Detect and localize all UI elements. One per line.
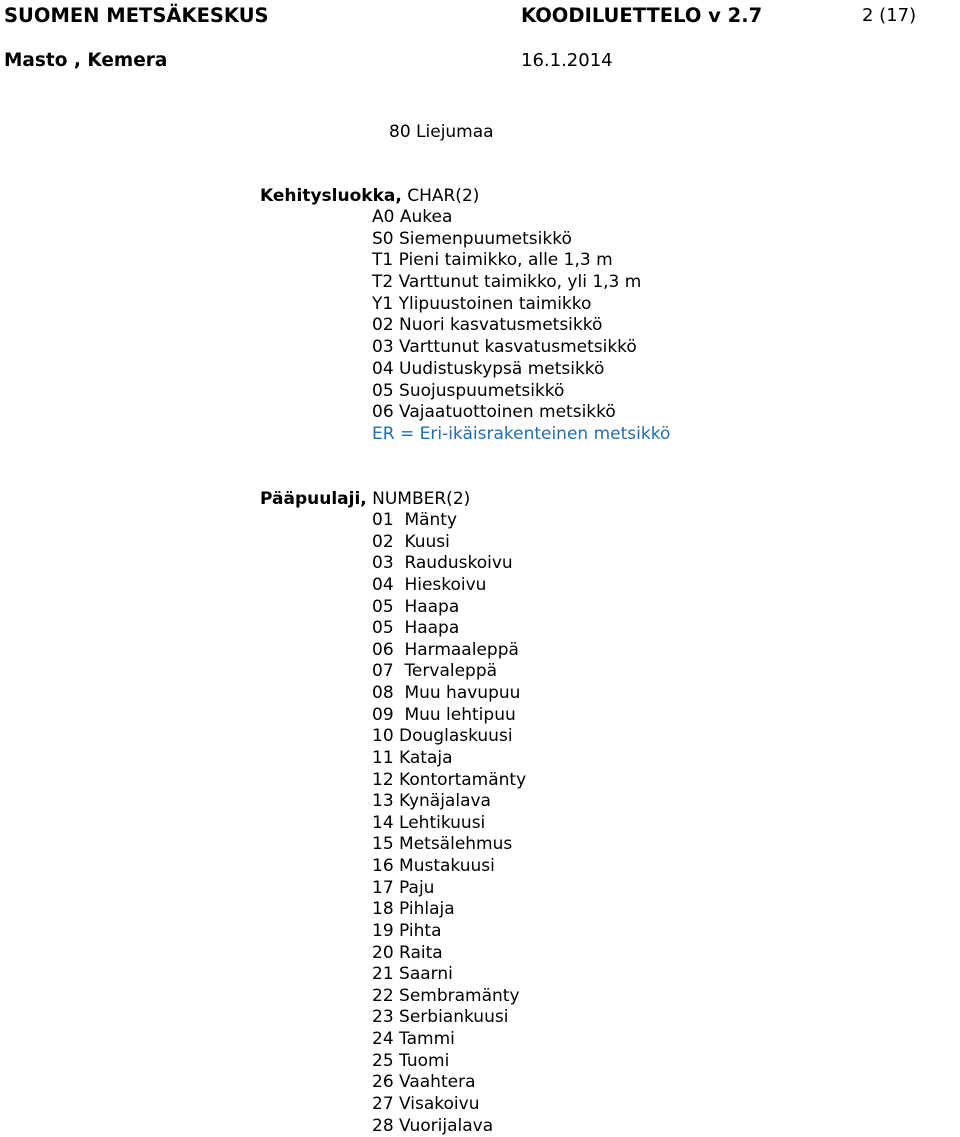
list-item: 07 Tervaleppä: [372, 661, 526, 683]
list-item: T2 Varttunut taimikko, yli 1,3 m: [372, 272, 670, 294]
list-item: 05 Haapa: [372, 597, 526, 619]
list-item: 10 Douglaskuusi: [372, 726, 526, 748]
list-item: 17 Paju: [372, 878, 526, 900]
list-item: 05 Suojuspuumetsikkö: [372, 381, 670, 403]
kehitysluokka-section: [260, 185, 670, 446]
list-item: 03 Varttunut kasvatusmetsikkö: [372, 337, 670, 359]
list-item: 06 Vajaatuottoinen metsikkö: [372, 402, 670, 424]
list-item: 03 Rauduskoivu: [372, 553, 526, 575]
list-item: 08 Muu havupuu: [372, 683, 526, 705]
list-item: 09 Muu lehtipuu: [372, 705, 526, 727]
list-item: ER = Eri-ikäisrakenteinen metsikkö: [372, 424, 670, 446]
list-item: 04 Hieskoivu: [372, 575, 526, 597]
field-name: Kehitysluokka,: [260, 186, 402, 206]
list-item: 12 Kontortamänty: [372, 770, 526, 792]
paapuulaji-section: [260, 488, 526, 1137]
list-item: 05 Haapa: [372, 618, 526, 640]
list-item: 25 Tuomi: [372, 1051, 526, 1073]
list-item: 28 Vuorijalava: [372, 1116, 526, 1137]
list-item: 22 Sembramänty: [372, 986, 526, 1008]
list-item: 02 Nuori kasvatusmetsikkö: [372, 315, 670, 337]
list-item: 19 Pihta: [372, 921, 526, 943]
list-item: 06 Harmaaleppä: [372, 640, 526, 662]
list-item: 01 Mänty: [372, 510, 526, 532]
list-item: 16 Mustakuusi: [372, 856, 526, 878]
field-name: Pääpuulaji,: [260, 489, 367, 509]
author-line: Masto , Kemera: [4, 50, 167, 72]
field-title: [260, 185, 670, 207]
organization-name: SUOMEN METSÄKESKUS: [4, 5, 269, 27]
list-item: 21 Saarni: [372, 964, 526, 986]
code-list: [260, 510, 526, 1137]
list-item: 20 Raita: [372, 943, 526, 965]
list-item: 23 Serbiankuusi: [372, 1007, 526, 1029]
list-item: 11 Kataja: [372, 748, 526, 770]
field-type: NUMBER(2): [367, 489, 471, 509]
code-list: [260, 207, 670, 446]
list-item: 24 Tammi: [372, 1029, 526, 1051]
document-title: KOODILUETTELO v 2.7: [521, 5, 762, 27]
list-item: 15 Metsälehmus: [372, 834, 526, 856]
list-item: S0 Siemenpuumetsikkö: [372, 229, 670, 251]
list-item: 18 Pihlaja: [372, 899, 526, 921]
list-item: 02 Kuusi: [372, 532, 526, 554]
list-item: 13 Kynäjalava: [372, 791, 526, 813]
list-item: 26 Vaahtera: [372, 1072, 526, 1094]
list-item: T1 Pieni taimikko, alle 1,3 m: [372, 250, 670, 272]
list-item: 04 Uudistuskypsä metsikkö: [372, 359, 670, 381]
field-type: CHAR(2): [402, 186, 480, 206]
page-number: 2 (17): [862, 5, 916, 27]
list-item: 27 Visakoivu: [372, 1094, 526, 1116]
document-date: 16.1.2014: [521, 50, 613, 72]
list-item: Y1 Ylipuustoinen taimikko: [372, 294, 670, 316]
section-heading: 80 Liejumaa: [389, 121, 494, 143]
list-item: A0 Aukea: [372, 207, 670, 229]
field-title: [260, 488, 526, 510]
list-item: 14 Lehtikuusi: [372, 813, 526, 835]
